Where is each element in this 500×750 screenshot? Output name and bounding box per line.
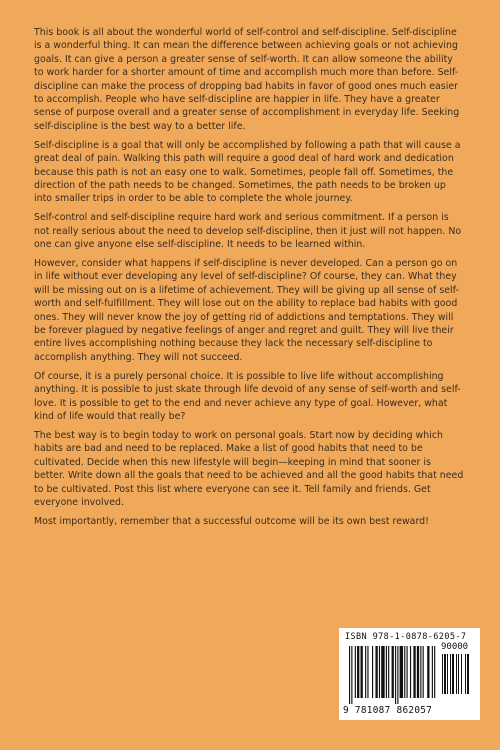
barcode-bar [392, 646, 394, 698]
barcode-bar [404, 646, 405, 698]
paragraph: Of course, it is a purely personal choice. It is possible to live life without accomplishing anything. It is possible to just skate through life devoid of any sense of self-worth and self-love. It is possible to get to the end and never achieve any type of goal. However, what kind of life would that really be? [34, 370, 461, 422]
barcode-bar [456, 654, 457, 694]
barcode-bar [367, 646, 368, 698]
isbn-label: ISBN 978-1-0878-6205-7 [345, 632, 467, 642]
barcode-bar [417, 646, 419, 698]
barcode-bar [420, 646, 421, 698]
barcode-bar [351, 646, 352, 704]
ean-digits: 9 781087 862057 [343, 705, 433, 716]
barcode-bar [410, 646, 411, 698]
barcode-bar [365, 646, 366, 698]
blurb-text [34, 26, 464, 534]
barcode-bar [442, 654, 443, 694]
barcode-bar [407, 646, 408, 698]
barcode-bar [397, 646, 398, 704]
barcode-bar [432, 646, 433, 698]
barcode-bar [375, 646, 377, 698]
barcode-bar [465, 654, 466, 694]
barcode-bar [395, 646, 396, 704]
barcode-bar [357, 646, 359, 698]
price-barcode-icon [442, 654, 472, 700]
barcode-bar [427, 646, 429, 698]
paragraph: Self-discipline is a goal that will only be accomplished by following a path that will cause a great deal of pain. Walking this path will require a good deal of hard work and dedication because this path is not an easy one to walk. Sometimes, people fall off. Sometimes, the direction of the path needs to be changed. Sometimes, the path needs to be broken up into smaller trips in order to be able to complete the whole journey. [34, 139, 461, 205]
barcode-bar [388, 646, 389, 698]
barcode-bar [413, 646, 415, 698]
barcode-bar [361, 646, 363, 698]
ean-barcode-icon [349, 646, 437, 704]
barcode-bar [444, 654, 446, 694]
paragraph: The best way is to begin today to work on personal goals. Start now by deciding which habits are bad and need to be replaced. Make a list of good habits that need to be cultivated. Decide when this new lifestyle will begin—keeping in mind that sooner is better. Write down all the goals that need to be achieved and all the good habits that need to be cultivated. Post this list where everyone can see it. Tell family and friends. Get everyone involved. [34, 429, 464, 508]
barcode-bar [458, 654, 459, 694]
paragraph: This book is all about the wonderful world of self-control and self-discipline. Self-discipline is a wonderful thing. It can mean the difference between achieving goals or not achieving goals. It can give a person a greater sense of self-worth. It can allow someone the ability to work harder for a shorter amount of time and accomplish much more than before. Self-discipline can make the process of dropping bad habits in favor of good ones much easier to accomplish. People who have self-discipline are happier in life. They have a greater sense of purpose overall and a greater sense of accomplishment in everyday life. Seeking self-discipline is the best way to a better life. [34, 27, 460, 132]
paragraph: Self-control and self-discipline require hard work and serious commitment. If a person is not really serious about the need to develop self-discipline, then it just will not happen. No one can give anyone else self-discipline. It needs to be learned within. [34, 212, 462, 251]
barcode-bar [423, 646, 424, 698]
barcode-bar [400, 646, 403, 698]
barcode-bar [355, 646, 356, 698]
barcode-bar [386, 646, 387, 698]
barcode-bar [379, 646, 380, 698]
barcode-bar [434, 646, 435, 698]
barcode-bar [447, 654, 448, 694]
paragraph: However, consider what happens if self-discipline is never developed. Can a person go on in life without ever developing any level of self-discipline? Of course, they can. What they will be missing out on is a lifetime of achievement. They will be giving up all sense of self-worth and self-fulfillment. They will lose out on the ability to replace bad habits with good ones. They will never know the joy of getting rid of addictions and temptations. They will be forever plagued by negative feelings of anger and regret and guilt. They will live their entire lives accomplishing nothing because they lack the necessary self-discipline to accomplish anything. They will not succeed. [34, 258, 459, 363]
barcode-bar [452, 654, 454, 694]
barcode-bar [467, 654, 469, 694]
barcode-bar [349, 646, 350, 704]
barcode-bar [381, 646, 384, 698]
isbn-barcode-box [339, 628, 480, 720]
paragraph: Most importantly, remember that a successful outcome will be its own best reward! [34, 515, 429, 527]
barcode-bar [461, 654, 462, 694]
price-code: 90000 [441, 642, 469, 652]
barcode-bar [372, 646, 373, 698]
barcode-bar [450, 654, 451, 694]
